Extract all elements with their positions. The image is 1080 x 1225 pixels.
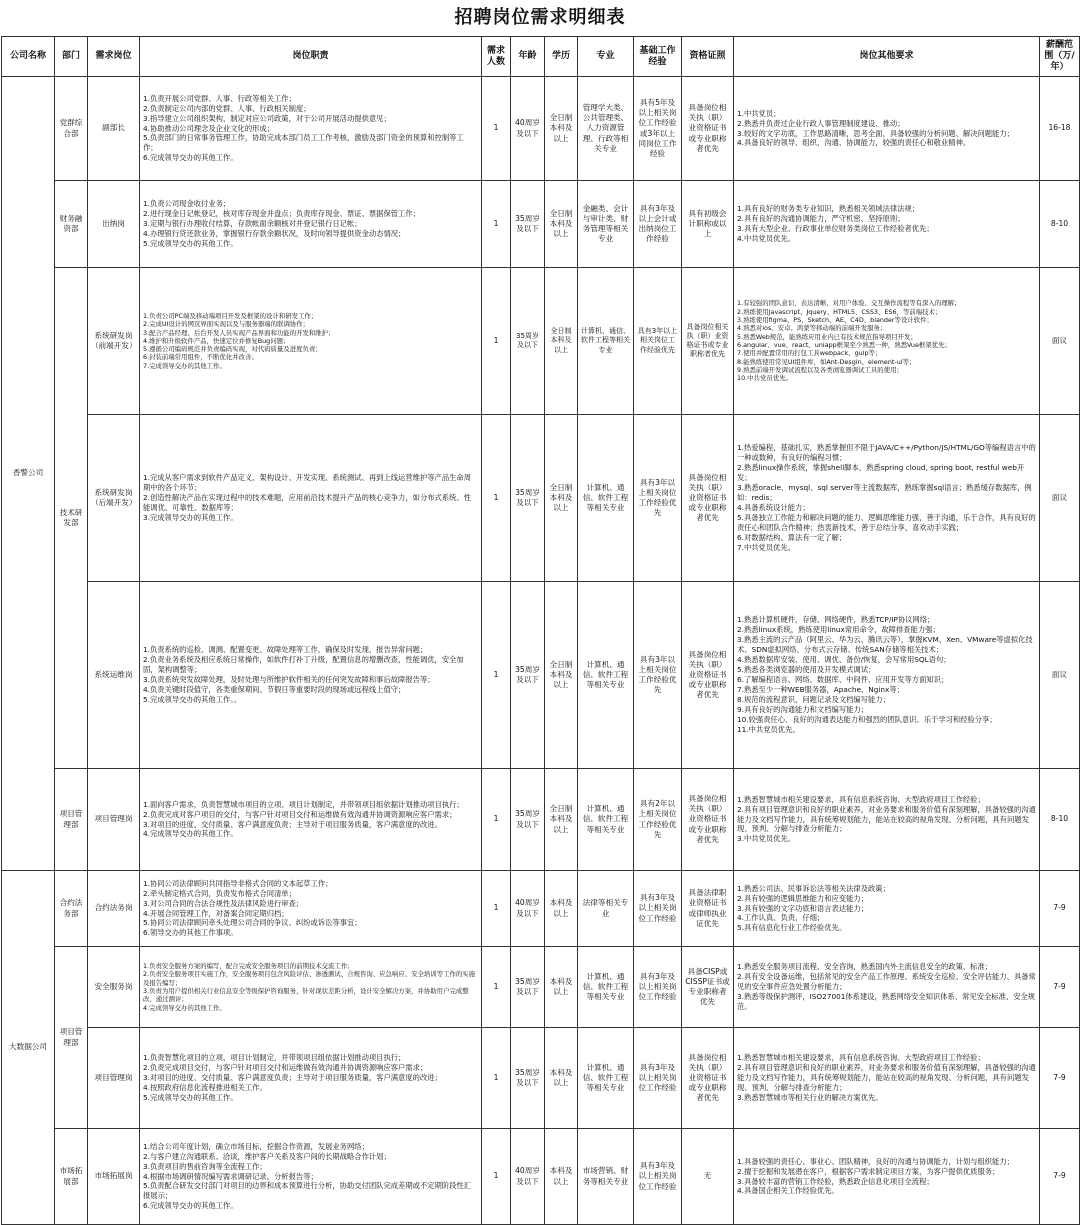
count-cell: 1 xyxy=(482,77,511,181)
experience-cell: 具有3年及以上相关岗位工作经验 xyxy=(634,1028,682,1129)
experience-cell: 具有5年及以上相关岗位工作经验或3年以上同岗位工作经验 xyxy=(634,77,682,181)
header-cell: 专业 xyxy=(578,37,634,77)
salary-cell: 8-10 xyxy=(1040,181,1080,268)
duties-cell: 1.负责智慧化项目的立项、项目计划制定，并带领项目组依据计划推动项目执行； 2.负责完成项目交付，与客户针对项目交付和运维做有效沟通并协调资源响应客户需求； 3.对项目的进度、交付质量、客户满意度负责；主导对于项目服务质量，客户满意度的改进； 4.按照政府信息化流程推进相关工作。 5.完成领导交办的其他工作。 xyxy=(140,1028,482,1129)
header-cell: 资格证照 xyxy=(682,37,734,77)
experience-cell: 具有3年及以上相关岗位工作经验 xyxy=(634,947,682,1028)
other-requirements-cell: 1.熟悉计算机硬件，存储、网络硬件，熟悉TCP/IP协议网络； 2.熟悉linux系统，熟练使用linux常用命令，故障排查能力强； 3.熟悉主流的云产品（阿里云、华为云、腾讯云等），掌握KVM、Xen、VMware等虚拟化技术、SDN虚拟网络、分布式云存储、传统SAN存储等相关技术； 4.熟悉数据库安装、使用、调优、备份/恢复，会写常用SQL语句； 5.熟悉各类浏览器的使用及开发模式调试； 6.了解编程语言、网络、数据库、中间件、应用开发等方面知识； 7.熟悉至少一种WEB服务器，Apache、Nginx等； 8.规范的流程意识，问题记录及文档编写能力； 9.具有良好的沟通能力和文档编写能力； 10.较强责任心、良好的沟通表达能力和强烈的团队意识、乐于学习和经验分享； 11.中共党员优先。 xyxy=(734,582,1040,769)
header-cell: 部门 xyxy=(55,37,88,77)
education-cell: 本科及以上 xyxy=(545,947,578,1028)
position-cell: 系统研发岗（后端开发） xyxy=(88,415,140,582)
table-row xyxy=(2,77,1080,181)
count-cell: 1 xyxy=(482,268,511,415)
certificate-cell: 具备岗位相关执（职）业资格证书或专业职称者优先 xyxy=(682,77,734,181)
education-cell: 全日制本科及以上 xyxy=(545,769,578,871)
department-cell: 财务融资部 xyxy=(55,181,88,268)
education-cell: 全日制本科及以上 xyxy=(545,77,578,181)
major-cell: 计算机、通信、软件工程等相关专业 xyxy=(578,415,634,582)
certificate-cell: 具备岗位相关执（职）业资格证书或专业职称者优先 xyxy=(682,769,734,871)
salary-cell: 面议 xyxy=(1040,268,1080,415)
certificate-cell: 无 xyxy=(682,1129,734,1225)
header-cell: 需求人数 xyxy=(482,37,511,77)
major-cell: 市场营销、财务等相关专业 xyxy=(578,1129,634,1225)
other-requirements-cell: 1.熟悉安全服务项目流程、安全咨询，熟悉国内外主流信息安全的政策、标准； 2.具有安全设备运维，包括常见的安全产品工作原理、系统安全巡检、安全评估能力、具备常见的安全事件应急处置分析能力； 3.熟悉等级保护测评，ISO27001体系建设，熟悉网络安全知识体系、常见安全标准、安全规范。 xyxy=(734,947,1040,1028)
table-row xyxy=(2,1028,1080,1129)
duties-cell: 1.面向客户需求，负责智慧城市项目的立项、项目计划制定，并带领项目组依据计划推动项目执行； 2.负责完成对客户项目的交付，与客户针对项目交付和运维做有效沟通并协调资源响应客户需求； 3.对项目的进度、交付质量、客户满意度负责；主导对于项目服务质量，客户满意度的改进。 4.完成领导交办的其他工作。 xyxy=(140,769,482,871)
other-requirements-cell: 1.熟悉公司法、民事诉讼法等相关法律及政策； 2.具有较强的逻辑思维能力和应变能力； 3.具有较强的文字功底和语言表达能力； 4.工作认真、负责，仔细； 5.具有信息化行业工作经验优先。 xyxy=(734,871,1040,947)
table-row xyxy=(2,268,1080,415)
department-cell: 合约法务部 xyxy=(55,871,88,947)
major-cell: 法律等相关专业 xyxy=(578,871,634,947)
age-cell: 40周岁及以下 xyxy=(511,1129,545,1225)
experience-cell: 具有3年以上相关岗位工作经验优先 xyxy=(634,415,682,582)
experience-cell: 具有3年以上相关岗位工作经验优先 xyxy=(634,268,682,415)
certificate-cell: 具备岗位相关执（职）业资格证书或专业职称者优先 xyxy=(682,268,734,415)
duties-cell: 1.负责安全服务方案的编写，配合完成安全服务项目的前期技术交流工作； 2.负责安全服务项目实施工作，安全服务项目包含风险评估、渗透测试、合规咨询、应急响应、安全培训等工作的实施及报告编写； 3.负责为用户提供相关行业信息安全等级保护咨询服务，针对现状差距分析，设计安全解决方案，并协助用户完成整改、通过测评； 4.完成领导交办的其他工作。 xyxy=(140,947,482,1028)
duties-cell: 1.完成从客户需求到软件产品定义、架构设计、开发实现、系统测试、再到上线运营维护等产品生命周期中的各个环节； 2.创造性解决产品在实现过程中的技术难题，应用前沿技术提升产品的核心竞争力，如分布式系统、性能调优、可靠性、数据库等； 3.完成领导交办的其他工作。 xyxy=(140,415,482,582)
company-cell: 大数据公司 xyxy=(2,871,55,1225)
other-requirements-cell: 1.熟悉智慧城市相关建设要求，具有信息系统咨询、大型政府项目工作经验； 2.具有项目管理意识和良好的职业素养，对业务要求和服务价值有深刻理解，具备较强的沟通能力及文档写作能力，具有统筹规划能力，能站在较高的视角发现、分析问题，具有问题发现、预判、分解与排查分析能力； 3.中共党员优先。 xyxy=(734,769,1040,871)
other-requirements-cell: 1.中共党员； 2.熟悉并负责过企业行政人事管理制度建设、推动； 3.较好的文字功底，工作思路清晰，思考全面，具备较强的分析问题、解决问题能力； 4.具备良好的领导、组织、沟通、协调能力，较强的责任心和敬业精神。 xyxy=(734,77,1040,181)
header-row xyxy=(2,37,1080,77)
certificate-cell: 具备岗位相关执（职）业资格证书或专业职称者优先 xyxy=(682,582,734,769)
certificate-cell: 具有初级会计职称或以上 xyxy=(682,181,734,268)
other-requirements-cell: 1.熟悉智慧城市相关建设要求，具有信息系统咨询、大型政府项目工作经验； 2.具有项目管理意识和良好的职业素养，对业务要求和服务价值有深刻理解，具备较强的沟通能力及文档写作能力，具有统筹规划能力，能站在较高的视角发现、分析问题，具有问题发现、预判、分解与排查分析能力； 3.熟悉智慧城市等相关行业的解决方案优先。 xyxy=(734,1028,1040,1129)
table-row xyxy=(2,181,1080,268)
major-cell: 计算机、通信、软件工程等相关专业 xyxy=(578,947,634,1028)
table-row xyxy=(2,769,1080,871)
other-requirements-cell: 1.具有良好的财务类专业知识，熟悉相关领域法律法规； 2.具有良好的沟通协调能力，严守机密、坚持原则； 3.具有大型企业、行政事业单位财务类岗位工作经验者优先； 4.中共党员优先。 xyxy=(734,181,1040,268)
age-cell: 35周岁及以下 xyxy=(511,582,545,769)
major-cell: 计算机、通信、软件工程等相关专业 xyxy=(578,1028,634,1129)
age-cell: 35周岁及以下 xyxy=(511,181,545,268)
education-cell: 本科及以上 xyxy=(545,1129,578,1225)
other-requirements-cell: 1.热爱编程，基础扎实，熟悉掌握但不限于JAVA/C++/Python/JS/HTML/GO等编程语言中的一种或数种，有良好的编程习惯； 2.熟悉linux操作系统，掌握shell脚本，熟悉spring cloud, spring boot, restful web开发； 3.熟悉oracle、mysql、sql server等主流数据库，熟练掌握sql语言；熟悉缓存数据库，例如：redis； 4.具备系统设计能力； 5.具备独立工作能力和解决问题的能力、逻辑思维能力强，善于沟通，乐于合作，具有良好的责任心和团队合作精神；热衷新技术，善于总结分享，喜欢动手实践； 6.对数据结构、算法有一定了解； 7.中共党员优先。 xyxy=(734,415,1040,582)
table-row xyxy=(2,947,1080,1028)
certificate-cell: 具备法律职业资格证书或律师执业证优先 xyxy=(682,871,734,947)
duties-cell: 1.结合公司年度计划，确立市场目标，挖掘合作资源，发展业务网络； 2.与客户建立沟通联系、洽谈，维护客户关系及客户间的长期战略合作计划； 3.负责项目的售前咨询等全流程工作； 4.根据市场调研情况编写需求调研记录，分析报告等； 5.负责配合研发交付部门对项目的边界和成本预算进行分析，协助交付团队完成差期或不定期阶段性汇报展示； 6.完成领导交办的其他工作。 xyxy=(140,1129,482,1225)
header-cell: 公司名称 xyxy=(2,37,55,77)
count-cell: 1 xyxy=(482,415,511,582)
other-requirements-cell: 1.有较强的团队意识，表达清晰，对用户体验、交互操作流程等有深入的理解； 2.熟练使用Javascript、Jquery、HTML5、CSS3、ES6，等前端技术； 3.熟练使用figma、PS、Sketch、AE、C4D、blander等设计软件； 4.熟悉对ios、安卓、鸿蒙等移动端的前端开发服务； 5.熟悉Web规范，能熟练应用业内已有技术规范指导项目开发； 6.angular、vue、react、uniapp框架至少熟悉一种，熟悉Vue框架优先； 7.使用并配置常用的打包工具webpack、gulp等； 8.能熟练使用常见UI组件库，如Ant-Desgin、element-ui等； 9.熟悉前端开发调试流程以及各类浏览器调试工具的使用； 10.中共党员优先。 xyxy=(734,268,1040,415)
age-cell: 35周岁及以下 xyxy=(511,947,545,1028)
age-cell: 35周岁及以下 xyxy=(511,268,545,415)
salary-cell: 7-9 xyxy=(1040,1028,1080,1129)
major-cell: 计算机、通信、软件工程等相关专业 xyxy=(578,582,634,769)
header-cell: 学历 xyxy=(545,37,578,77)
header-cell: 薪酬范围（万/年） xyxy=(1040,37,1080,77)
experience-cell: 具有3年及以上相关岗位工作经验 xyxy=(634,1129,682,1225)
age-cell: 35周岁及以下 xyxy=(511,1028,545,1129)
header-cell: 基础工作经验 xyxy=(634,37,682,77)
count-cell: 1 xyxy=(482,871,511,947)
age-cell: 35周岁及以下 xyxy=(511,769,545,871)
education-cell: 全日制本科及以上 xyxy=(545,181,578,268)
education-cell: 全日制本科及以上 xyxy=(545,582,578,769)
certificate-cell: 具备CISP或CISSP证书或专业职称者优先 xyxy=(682,947,734,1028)
experience-cell: 具有2年以上相关岗位工作经验优先 xyxy=(634,769,682,871)
duties-cell: 1.负责开展公司党群、人事、行政等相关工作； 2.负责制定公司内部的党群、人事、行政相关制度； 3.指导建立公司组织架构、制定对应公司政策，对于公司开展活动提供意见； 4.协助推动公司理念及企业文化的形成； 5.负责部门的日常事务管理工作，协助完成本部门员工工作考核，激励及部门资金的预算和控制等工作； 6.完成领导交办的其他工作。 xyxy=(140,77,482,181)
age-cell: 40周岁及以下 xyxy=(511,871,545,947)
count-cell: 1 xyxy=(482,1129,511,1225)
other-requirements-cell: 1.具备较强的责任心、事业心、团队精神，良好的沟通与协调能力，计划与组织能力； 2.擅于挖掘和发展潜在客户，根据客户需求制定项目方案，为客户提供优质服务； 3.具备较丰富的营销工作经验，熟悉政企信息化项目全流程； 4.具备国企相关工作经验优先。 xyxy=(734,1129,1040,1225)
table-row xyxy=(2,871,1080,947)
major-cell: 计算机、通信、软件工程等相关专业 xyxy=(578,268,634,415)
table-row xyxy=(2,415,1080,582)
position-cell: 系统研发岗（前端开发） xyxy=(88,268,140,415)
page-title: 招聘岗位需求明细表 xyxy=(454,7,626,28)
salary-cell: 8-10 xyxy=(1040,769,1080,871)
education-cell: 本科及以上 xyxy=(545,871,578,947)
salary-cell: 16-18 xyxy=(1040,77,1080,181)
education-cell: 本科及以上 xyxy=(545,1028,578,1129)
table-row xyxy=(2,582,1080,769)
age-cell: 35周岁及以下 xyxy=(511,415,545,582)
position-cell: 副部长 xyxy=(88,77,140,181)
header-cell: 岗位职责 xyxy=(140,37,482,77)
experience-cell: 具有3年以上相关岗位工作经验优先 xyxy=(634,582,682,769)
salary-cell: 7-9 xyxy=(1040,947,1080,1028)
age-cell: 40周岁及以下 xyxy=(511,77,545,181)
salary-cell: 面议 xyxy=(1040,582,1080,769)
department-cell: 项目管理部 xyxy=(55,947,88,1129)
major-cell: 管理学大类、公共管理类、人力资源管理、行政等相关专业 xyxy=(578,77,634,181)
major-cell: 计算机、通信、软件工程等相关专业 xyxy=(578,769,634,871)
education-cell: 全日制本科及以上 xyxy=(545,268,578,415)
salary-cell: 7-9 xyxy=(1040,1129,1080,1225)
count-cell: 1 xyxy=(482,947,511,1028)
header-cell: 年龄 xyxy=(511,37,545,77)
duties-cell: 1.负责系统的巡检、调测、配置变更、故障处理等工作，确保及时发现、报告异常问题； 2.负责业务系统及相应系统日常操作，如软件打补丁升级，配置信息的增删改查，性能调优，安全加固，架构调整等； 3.负责系统突发故障处理，及时处理与所维护软件相关的任何突发故障和事后故障报告等； 4.负责关键时段值守，各类重保期间、节假日等重要时段的现场或远程线上值守； 5.完成领导交办的其他工作。。 xyxy=(140,582,482,769)
position-cell: 项目管理岗 xyxy=(88,1028,140,1129)
position-cell: 市场拓展岗 xyxy=(88,1129,140,1225)
department-cell: 党群综合部 xyxy=(55,77,88,181)
major-cell: 金融类、会计与审计类、财务管理等相关专业 xyxy=(578,181,634,268)
header-cell: 需求岗位 xyxy=(88,37,140,77)
position-cell: 合约法务岗 xyxy=(88,871,140,947)
department-cell: 市场拓展部 xyxy=(55,1129,88,1225)
position-cell: 系统运维岗 xyxy=(88,582,140,769)
position-cell: 项目管理岗 xyxy=(88,769,140,871)
company-cell: 香警公司 xyxy=(2,77,55,871)
header-cell: 岗位其他要求 xyxy=(734,37,1040,77)
salary-cell: 7-9 xyxy=(1040,871,1080,947)
education-cell: 全日制本科及以上 xyxy=(545,415,578,582)
duties-cell: 1.协同公司法律顾问共同指导非格式合同的文本起草工作； 2.牵头制定格式合同，负责发布格式合同清单； 3.对公司合同的合法合规性及法律风险进行审查； 4.开展合同管理工作，对备案合同定期归档； 5.协同公司法律顾问牵头处理公司合同的争议、纠纷或诉讼等事宜； 6.领导交办的其他工作事项。 xyxy=(140,871,482,947)
count-cell: 1 xyxy=(482,181,511,268)
count-cell: 1 xyxy=(482,582,511,769)
count-cell: 1 xyxy=(482,1028,511,1129)
duties-cell: 1.负责公司现金收付业务； 2.进行现金日记帐登记，核对库存现金并盘点；负责库存现金、票证、票据保管工作； 3.定期与银行办理收付结算，存款帐面余额核对并登记银行日记帐； 4.办理银行贷还款业务，掌握银行存款余额状况，及时向领导提供资金动态情况； 5.完成领导交办的其他工作。 xyxy=(140,181,482,268)
position-cell: 出纳岗 xyxy=(88,181,140,268)
duties-cell: 1.负责公司PC端及移动端项目开发及框架的设计和研发工作； 2.完成UI设计的网页界面实现以及与服务器端的联调协作； 3.配合产品经理、后台开发人员实现产品界面和功能的开发和维护； 4.维护和升级软件产品，快速定位并修复Bug问题； 5.遵循公司编码规范并负责编码实现，对代码质量及进度负责； 6.封装前端常用组件，不断优化并改善； 7.完成领导交办的其他工作。 xyxy=(140,268,482,415)
experience-cell: 具有3年及以上会计或出纳岗位工作经验 xyxy=(634,181,682,268)
count-cell: 1 xyxy=(482,769,511,871)
experience-cell: 具有3年及以上相关岗位工作经验 xyxy=(634,871,682,947)
recruitment-table xyxy=(1,36,1080,1225)
salary-cell: 面议 xyxy=(1040,415,1080,582)
department-cell: 项目管理部 xyxy=(55,769,88,871)
certificate-cell: 具备岗位相关执（职）业资格证书或专业职称者优先 xyxy=(682,1028,734,1129)
department-cell: 技术研发部 xyxy=(55,268,88,769)
table-row xyxy=(2,1129,1080,1225)
certificate-cell: 具备岗位相关执（职）业资格证书或专业职称者优先 xyxy=(682,415,734,582)
position-cell: 安全服务岗 xyxy=(88,947,140,1028)
